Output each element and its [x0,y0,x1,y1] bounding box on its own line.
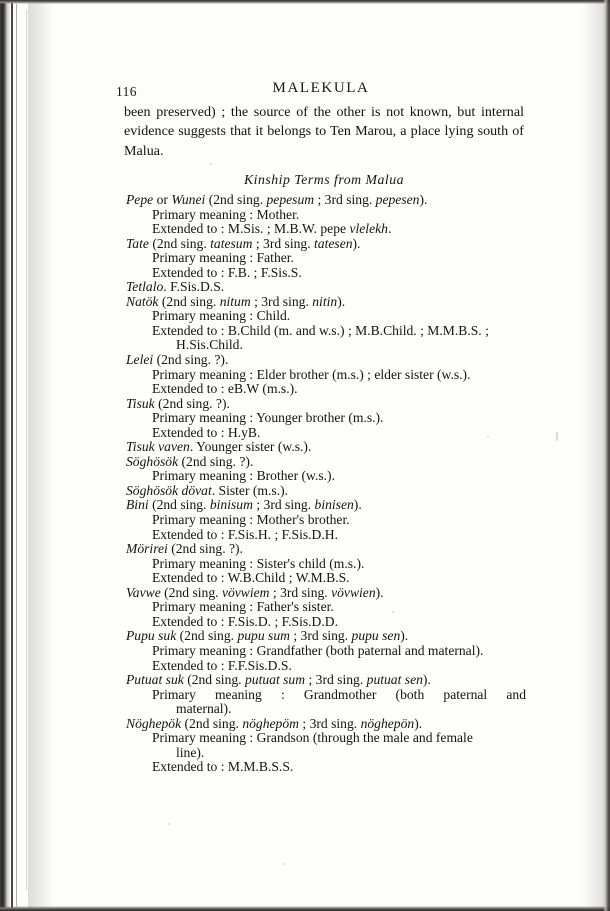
kinship-headword: Söghösök dövat. Sister (m.s.). [126,482,289,498]
kinship-primary-meaning: Primary meaning : Elder brother (m.s.) ; elder sister (w.s.). [152,366,471,382]
kinship-extended-to: Extended to : H.yB. [152,424,261,440]
kinship-term-entry [124,353,528,397]
kinship-term-entry [124,673,528,717]
kinship-term-entry [124,440,528,455]
scan-speckle [168,823,170,825]
kinship-primary-meaning: Primary meaning : Mother's brother. [152,512,350,528]
kinship-headword: Tetlalo. F.Sis.D.S. [126,279,225,295]
scan-edge-right-falloff [582,0,604,911]
kinship-extended-to: Extended to : W.B.Child ; W.M.B.S. [152,570,350,586]
kinship-term-entry [124,280,528,295]
scan-edge-right [603,0,610,911]
kinship-extended-to: Extended to : F.B. ; F.Sis.S. [152,264,302,280]
kinship-primary-meaning: Primary meaning : Younger brother (m.s.). [152,410,384,426]
kinship-headword: Pepe or Wunei (2nd sing. pepesum ; 3rd sing. pepesen). [126,192,428,207]
kinship-extended-to: Extended to : F.Sis.H. ; F.Sis.D.H. [152,526,338,542]
kinship-primary-meaning: Primary meaning : Grandmother (both paternal and [152,686,526,702]
scan-gutter-line [11,0,13,911]
kinship-primary-meaning: Primary meaning : Sister's child (m.s.). [152,555,365,571]
kinship-headword: Putuat suk (2nd sing. putuat sum ; 3rd sing. putuat sen). [126,672,431,688]
kinship-term-entry [124,717,528,775]
scan-speckle [283,863,285,865]
kinship-primary-meaning: Primary meaning : Child. [152,308,291,324]
kinship-term-entry [124,542,528,586]
kinship-headword: Tisuk (2nd sing. ?). [126,395,230,411]
kinship-primary-meaning-continuation: maternal). [176,701,232,717]
kinship-primary-meaning-continuation: line). [176,744,205,760]
scan-speckle [392,611,394,613]
kinship-primary-meaning: Primary meaning : Grandson (through the male and female [152,730,473,746]
kinship-term-entry [124,193,528,237]
page-number: 116 [116,84,137,99]
scan-edge-top [0,0,610,4]
kinship-primary-meaning: Primary meaning : Grandfather (both paternal and maternal). [152,642,484,658]
kinship-headword: Nöghepök (2nd sing. nöghepöm ; 3rd sing. nöghepön). [126,715,423,731]
kinship-term-entry [124,397,528,441]
kinship-term-entry [124,455,528,484]
section-title: Kinship Terms from Malua [243,172,405,187]
kinship-headword: Tisuk vaven. Younger sister (w.s.). [126,439,312,455]
body-paragraph-line: internal evidence suggests that it belongs to Ten Marou, a place [124,104,524,140]
scan-speckle [210,163,212,165]
kinship-primary-meaning: Primary meaning : Father. [152,250,294,266]
body-paragraph [124,103,524,161]
scan-speckle [556,432,558,441]
kinship-term-entry [124,237,528,281]
kinship-headword: Pupu suk (2nd sing. pupu sum ; 3rd sing. pupu sen). [126,628,409,644]
kinship-extended-to: Extended to : F.Sis.D. ; F.Sis.D.D. [152,613,338,629]
kinship-headword: Tate (2nd sing. tatesum ; 3rd sing. tatesen). [126,235,361,251]
kinship-term-entry [124,295,528,353]
kinship-headword: Lelei (2nd sing. ?). [126,352,229,368]
kinship-term-entry [124,586,528,630]
scan-gutter-falloff [28,0,54,911]
kinship-extended-to: Extended to : eB.W (m.s.). [152,381,298,397]
kinship-extended-to: Extended to : M.M.B.S.S. [152,759,294,775]
scan-gutter-line [16,4,17,907]
kinship-primary-meaning: Primary meaning : Brother (w.s.). [152,468,335,484]
kinship-extended-to: Extended to : M.Sis. ; M.B.W. pepe vlelekh. [152,221,392,237]
running-head [116,80,526,100]
kinship-term-list [124,193,528,775]
kinship-term-entry [124,498,528,542]
kinship-extended-to: Extended to : F.F.Sis.D.S. [152,657,292,673]
body-paragraph-line: been preserved) ; the source of the other is not known, but [124,104,476,120]
body-paragraph-line: lying south of Malua. [124,123,524,159]
kinship-term-entry [124,484,528,499]
scan-speckle [487,436,489,438]
kinship-extended-to: Extended to : B.Child (m. and w.s.) ; M.B.Child. ; M.M.B.S. ; [152,322,489,338]
kinship-headword: Bini (2nd sing. binisum ; 3rd sing. binisen). [126,497,362,513]
kinship-term-entry [124,629,528,673]
kinship-headword: Söghösök (2nd sing. ?). [126,453,254,469]
kinship-headword: Mörirei (2nd sing. ?). [126,541,243,557]
kinship-extended-to-continuation: H.Sis.Child. [176,337,243,353]
kinship-headword: Vavwe (2nd sing. vövwiem ; 3rd sing. vövwien). [126,584,384,600]
running-head-title: MALEKULA [272,80,370,96]
kinship-primary-meaning: Primary meaning : Father's sister. [152,599,334,615]
scan-gutter-shadow [0,0,10,911]
scan-edge-bottom [0,906,610,911]
kinship-primary-meaning: Primary meaning : Mother. [152,206,300,222]
kinship-headword: Natök (2nd sing. nitum ; 3rd sing. nitin). [126,293,346,309]
scan-gutter-line [26,10,27,890]
